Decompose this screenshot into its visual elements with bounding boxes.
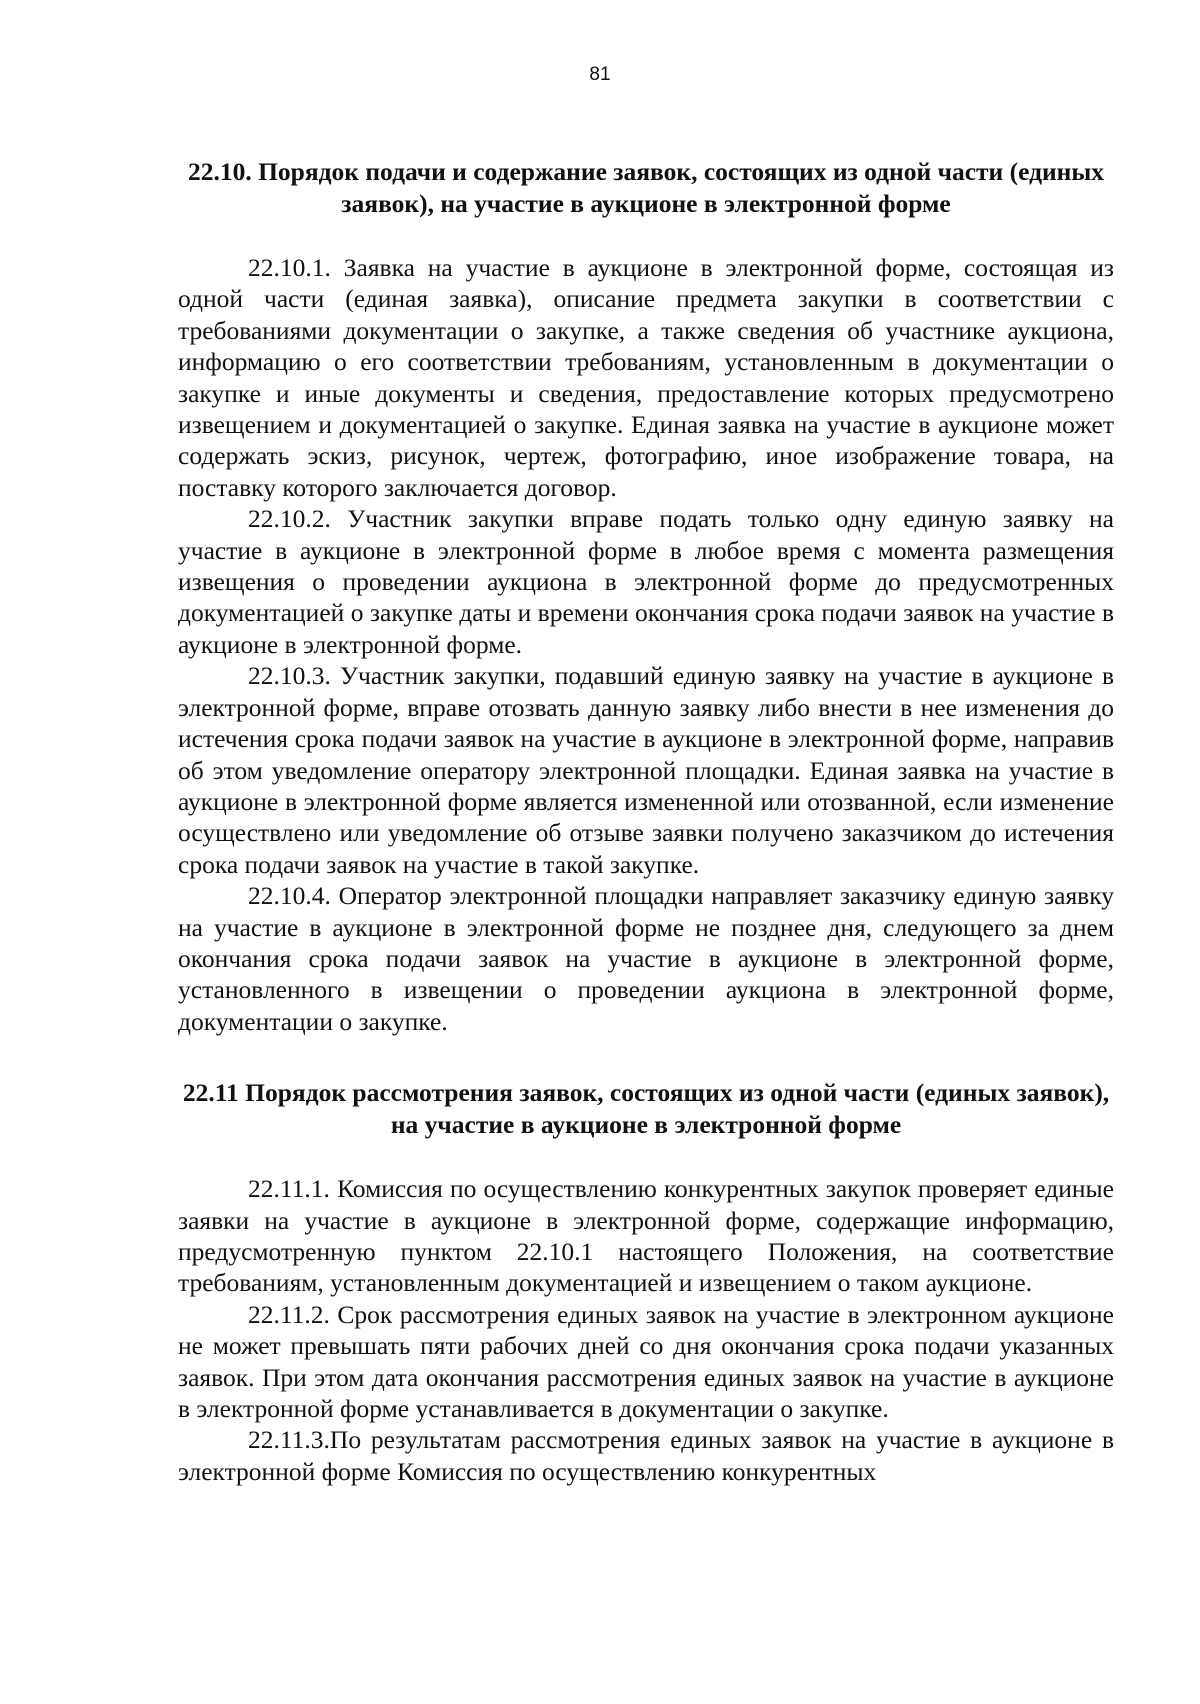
section-heading-22-11: 22.11 Порядок рассмотрения заявок, состоящих из одной части (единых заявок), на участие в аукционе в электронной форме <box>182 1078 1110 1140</box>
paragraph-22-10-3: 22.10.3. Участник закупки, подавший единую заявку на участие в аукционе в электронной форме, вправе отозвать данную заявку либо внести в нее изменения до истечения срока подачи заявок на участие в аукционе в электронной форме, направив об этом уведомление оператору электронной площадки. Единая заявка на участие в аукционе в электронной форме является измененной или отозванной, если изменение осуществлено или уведомление об отзыве заявки получено заказчиком до истечения срока подачи заявок на участие в такой закупке. <box>178 661 1114 879</box>
paragraph-22-11-3: 22.11.3.По результатам рассмотрения единых заявок на участие в аукционе в электронной форме Комиссия по осуществлению конкурентных <box>178 1425 1114 1486</box>
document-body <box>178 156 1114 1487</box>
paragraph-22-10-1: 22.10.1. Заявка на участие в аукционе в электронной форме, состоящая из одной части (единая заявка), описание предмета закупки в соответствии с требованиями документации о закупке, а также сведения об участнике аукциона, информацию о его соответствии требованиям, установленным в документации о закупке и иные документы и сведения, предоставление которых предусмотрено извещением и документацией о закупке. Единая заявка на участие в аукционе может содержать эскиз, рисунок, чертеж, фотографию, иное изображение товара, на поставку которого заключается договор. <box>178 253 1114 502</box>
paragraph-22-11-2: 22.11.2. Срок рассмотрения единых заявок на участие в электронном аукционе не может превышать пяти рабочих дней со дня окончания срока подачи указанных заявок. При этом дата окончания рассмотрения единых заявок на участие в аукционе в электронной форме устанавливается в документации о закупке. <box>178 1299 1114 1423</box>
section-heading-22-10: 22.10. Порядок подачи и содержание заявок, состоящих из одной части (единых заявок), на участие в аукционе в электронной форме <box>187 157 1105 218</box>
page-number: 81 <box>589 64 611 85</box>
paragraph-22-11-1: 22.11.1. Комиссия по осуществлению конкурентных закупок проверяет единые заявки на участие в аукционе в электронной форме, содержащие информацию, предусмотренную пунктом 22.10.1 настоящего Положения, на соответствие требованиям, установленным документацией и извещением о таком аукционе. <box>178 1174 1114 1298</box>
paragraph-22-10-2: 22.10.2. Участник закупки вправе подать только одну единую заявку на участие в аукционе в электронной форме в любое время с момента размещения извещения о проведении аукциона в электронной форме до предусмотренных документацией о закупке даты и времени окончания срока подачи заявок на участие в аукционе в электронной форме. <box>178 504 1114 659</box>
paragraph-22-10-4: 22.10.4. Оператор электронной площадки направляет заказчику единую заявку на участие в аукционе в электронной форме не позднее дня, следующего за днем окончания срока подачи заявок на участие в аукционе в электронной форме, установленного в извещении о проведении аукциона в электронной форме, документации о закупке. <box>178 881 1114 1036</box>
